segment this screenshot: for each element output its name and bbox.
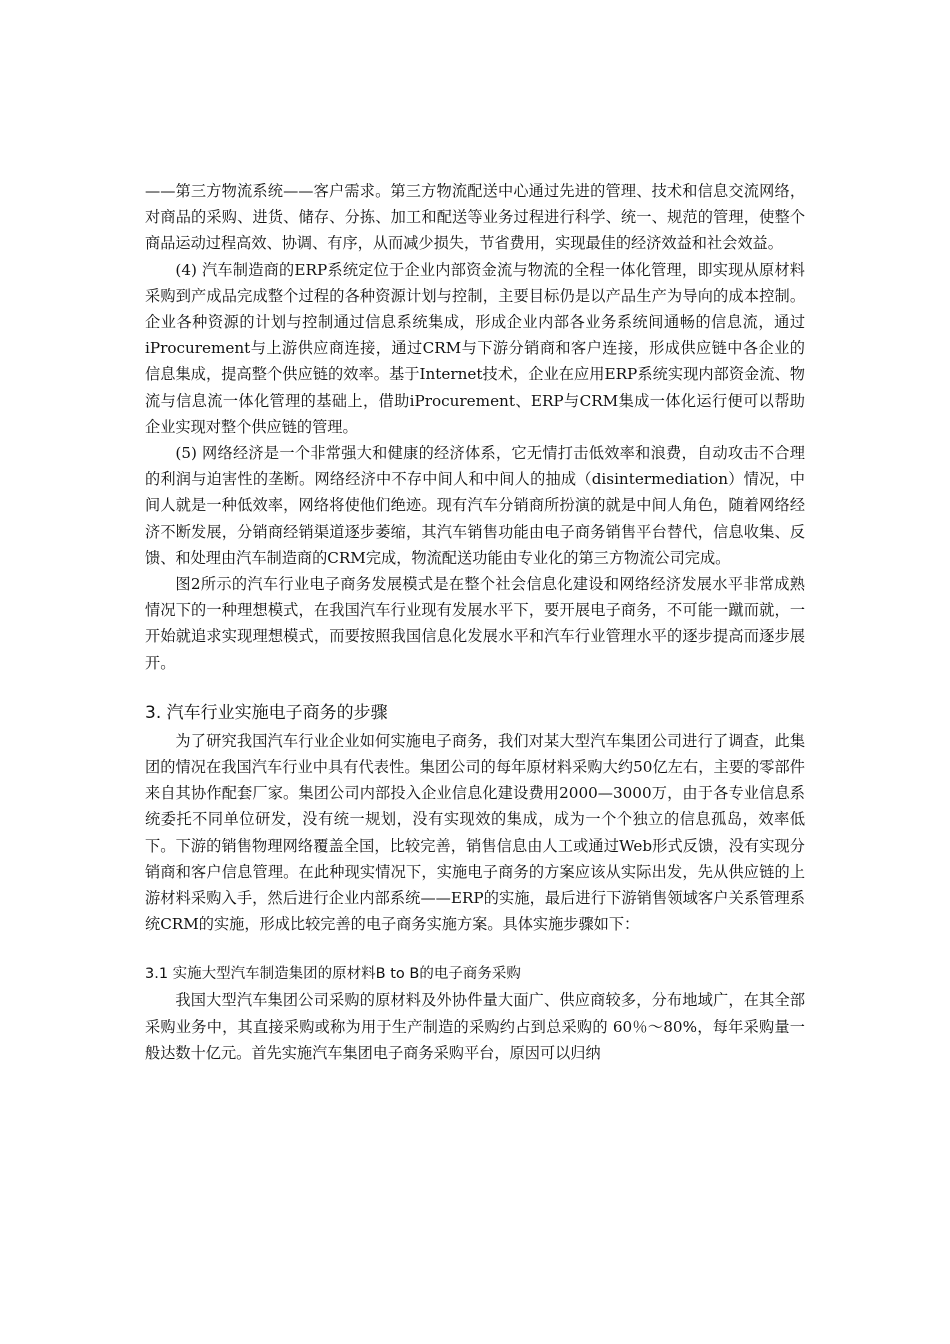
paragraph-figure-2-model: 图2所示的汽车行业电子商务发展模式是在整个社会信息化建设和网络经济发展水平非常成熟情况下的一种理想模式，在我国汽车行业现有发展水平下，要开展电子商务，不可能一蹴而就，一开始就追求实现理想模式，而要按照我国信息化发展水平和汽车行业管理水平的逐步提高而逐步展开。 [145,575,805,672]
paragraph-item-5-network-economy: (5) 网络经济是一个非常强大和健康的经济体系，它无情打击低效率和浪费，自动攻击不合理的利润与迫害性的垄断。网络经济中不存中间人和中间人的抽成（disintermediation）情况，中间人就是一种低效率，网络将使他们绝迹。现有汽车分销商所扮演的就是中间人角色，随着网络经济不断发展，分销商经销渠道逐步萎缩，其汽车销售功能由电子商务销售平台替代，信息收集、反馈、和处理由汽车制造商的CRM完成，物流配送功能由专业化的第三方物流公司完成。 [145,444,805,567]
paragraph-third-party-logistics: ——第三方物流系统——客户需求。第三方物流配送中心通过先进的管理、技术和信息交流网络，对商品的采购、进货、储存、分拣、加工和配送等业务过程进行科学、统一、规范的管理，使整个商品运动过程高效、协调、有序，从而减少损失，节省费用，实现最佳的经济效益和社会效益。 [145,182,805,253]
paragraph-item-4-erp: (4) 汽车制造商的ERP系统定位于企业内部资金流与物流的全程一体化管理，即实现从原材料采购到产成品完成整个过程的各种资源计划与控制，主要目标仍是以产品生产为导向的成本控制。企业各种资源的计划与控制通过信息系统集成，形成企业内部各业务系统间通畅的信息流，通过iProcurement与上游供应商连接，通过CRM与下游分销商和客户连接，形成供应链中各企业的信息集成，提高整个供应链的效率。基于Internet技术，企业在应用ERP系统实现内部资金流、物流与信息流一体化管理的基础上，借助iProcurement、ERP与CRM集成一体化运行便可以帮助企业实现对整个供应链的管理。 [145,260,805,436]
subsection-heading-3-1: 3.1 实施大型汽车制造集团的原材料B to B的电子商务采购 [145,966,521,983]
paragraph-section-3-intro: 为了研究我国汽车行业企业如何实施电子商务，我们对某大型汽车集团公司进行了调查，此集团的情况在我国汽车行业中具有代表性。集团公司的每年原材料采购大约50亿左右，主要的零部件来自其协作配套厂家。集团公司内部投入企业信息化建设费用2000—3000万，由于各专业信息系统委托不同单位研发，没有统一规划，没有实现效的集成，成为一个个独立的信息孤岛，效率低下。下游的销售物理网络覆盖全国，比较完善，销售信息由人工或通过Web形式反馈，没有实现分销商和客户信息管理。在此种现实情况下，实施电子商务的方案应该从实际出发，先从供应链的上游材料采购入手，然后进行企业内部系统——ERP的实施，最后进行下游销售领域客户关系管理系统CRM的实施，形成比较完善的电子商务实施方案。具体实施步骤如下： [145,731,805,934]
paragraph-section-3-1: 我国大型汽车集团公司采购的原材料及外协件量大面广、供应商较多，分布地域广，在其全部采购业务中，其直接采购或称为用于生产制造的采购约占到总采购的 60％～80%，每年采购量一般达数十亿元。首先实施汽车集团电子商务采购平台，原因可以归纳 [145,991,805,1062]
section-heading-3: 3. 汽车行业实施电子商务的步骤 [145,702,388,723]
document-page [145,178,805,1066]
